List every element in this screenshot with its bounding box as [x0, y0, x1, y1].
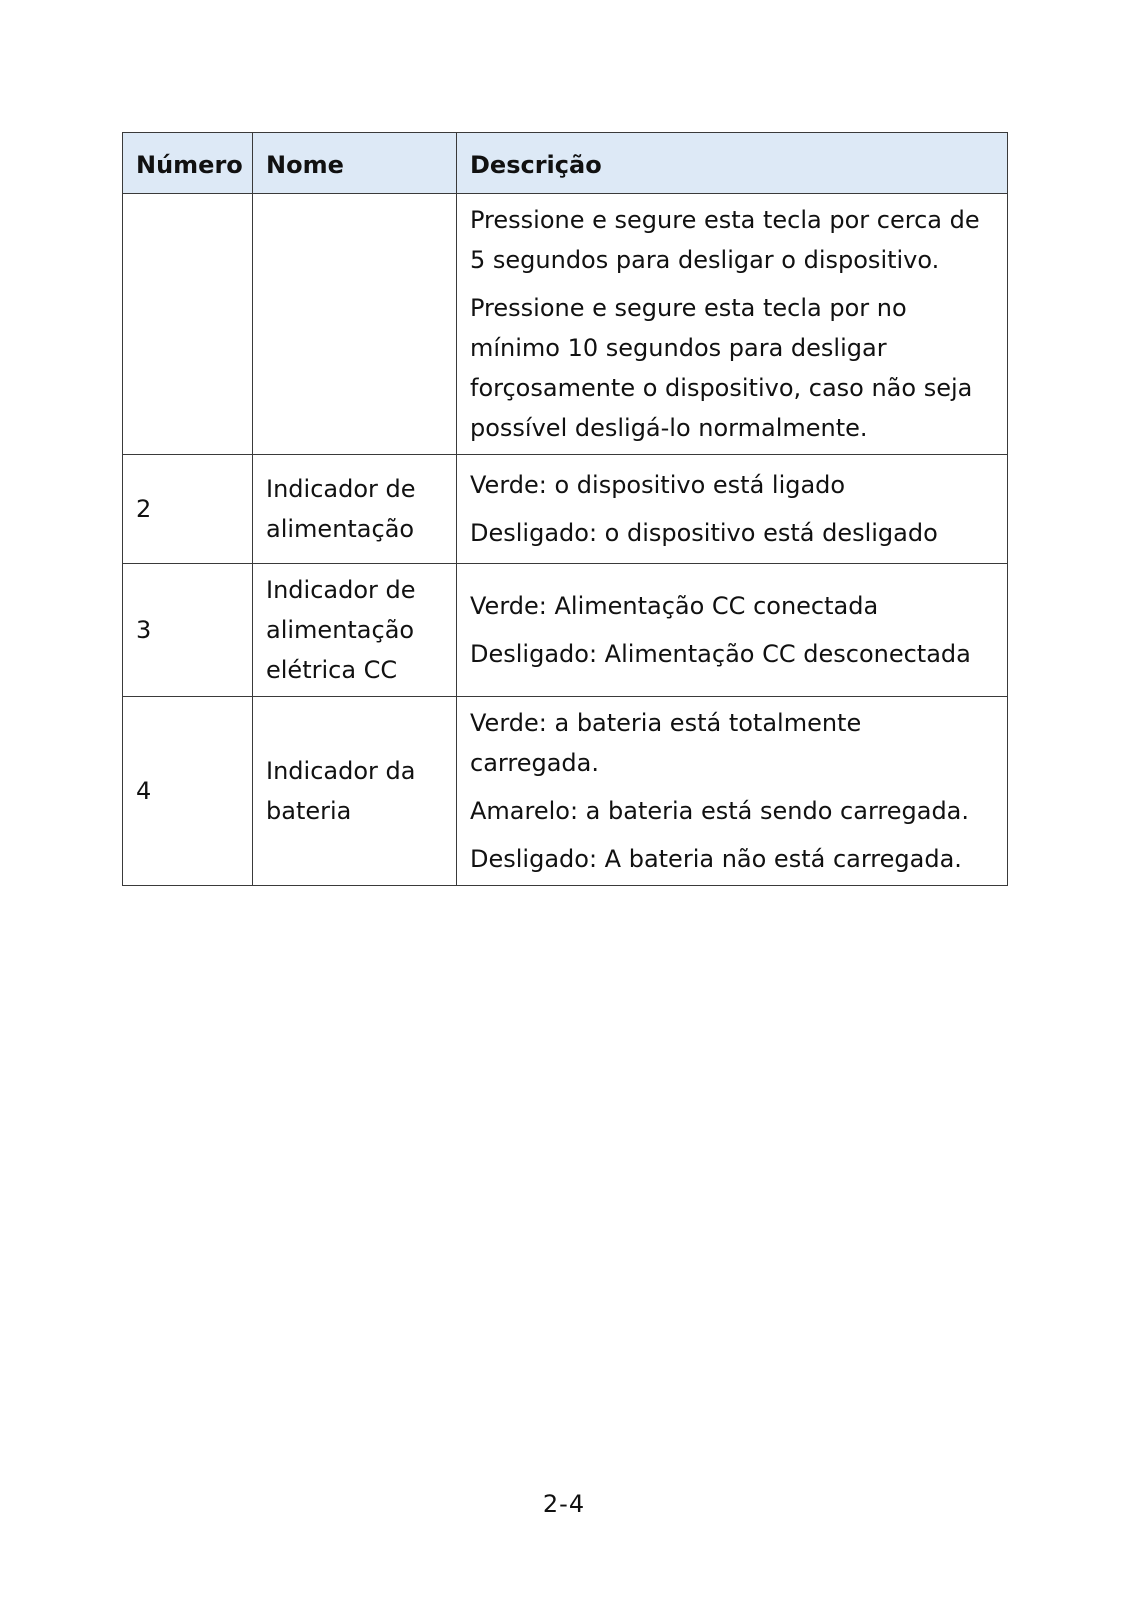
cell-numero: 3	[123, 564, 253, 697]
cell-descricao	[457, 194, 1008, 455]
table-row	[123, 455, 1008, 564]
description-paragraph: Verde: a bateria está totalmente carregada.	[470, 709, 862, 777]
description-paragraph: Amarelo: a bateria está sendo carregada.	[470, 797, 970, 825]
cell-descricao	[457, 697, 1008, 886]
cell-nome: Indicador da bateria	[253, 697, 457, 886]
header-descricao: Descrição	[457, 133, 1008, 194]
table-row	[123, 697, 1008, 886]
page-number: 2-4	[542, 1490, 586, 1518]
description-paragraph: Desligado: o dispositivo está desligado	[470, 519, 938, 547]
table-row	[123, 564, 1008, 697]
description-paragraph: Pressione e segure esta tecla por no mínimo 10 segundos para desligar forçosamente o dispositivo, caso não seja possível desligá-lo normalmente.	[470, 294, 973, 442]
cell-nome: Indicador de alimentação	[253, 455, 457, 564]
description-paragraph: Verde: Alimentação CC conectada	[470, 592, 879, 620]
table-row	[123, 194, 1008, 455]
cell-numero	[123, 194, 253, 455]
description-paragraph: Desligado: Alimentação CC desconectada	[470, 640, 971, 668]
description-paragraph: Desligado: A bateria não está carregada.	[470, 845, 962, 873]
cell-numero: 2	[123, 455, 253, 564]
cell-nome: Indicador de alimentação elétrica CC	[253, 564, 457, 697]
cell-nome	[253, 194, 457, 455]
cell-descricao	[457, 455, 1008, 564]
cell-descricao	[457, 564, 1008, 697]
description-paragraph: Verde: o dispositivo está ligado	[470, 471, 846, 499]
spec-table	[122, 132, 1008, 886]
cell-numero: 4	[123, 697, 253, 886]
table-header-row	[123, 133, 1008, 194]
header-numero: Número	[123, 133, 253, 194]
header-nome: Nome	[253, 133, 457, 194]
description-paragraph: Pressione e segure esta tecla por cerca de 5 segundos para desligar o dispositivo.	[470, 206, 980, 274]
